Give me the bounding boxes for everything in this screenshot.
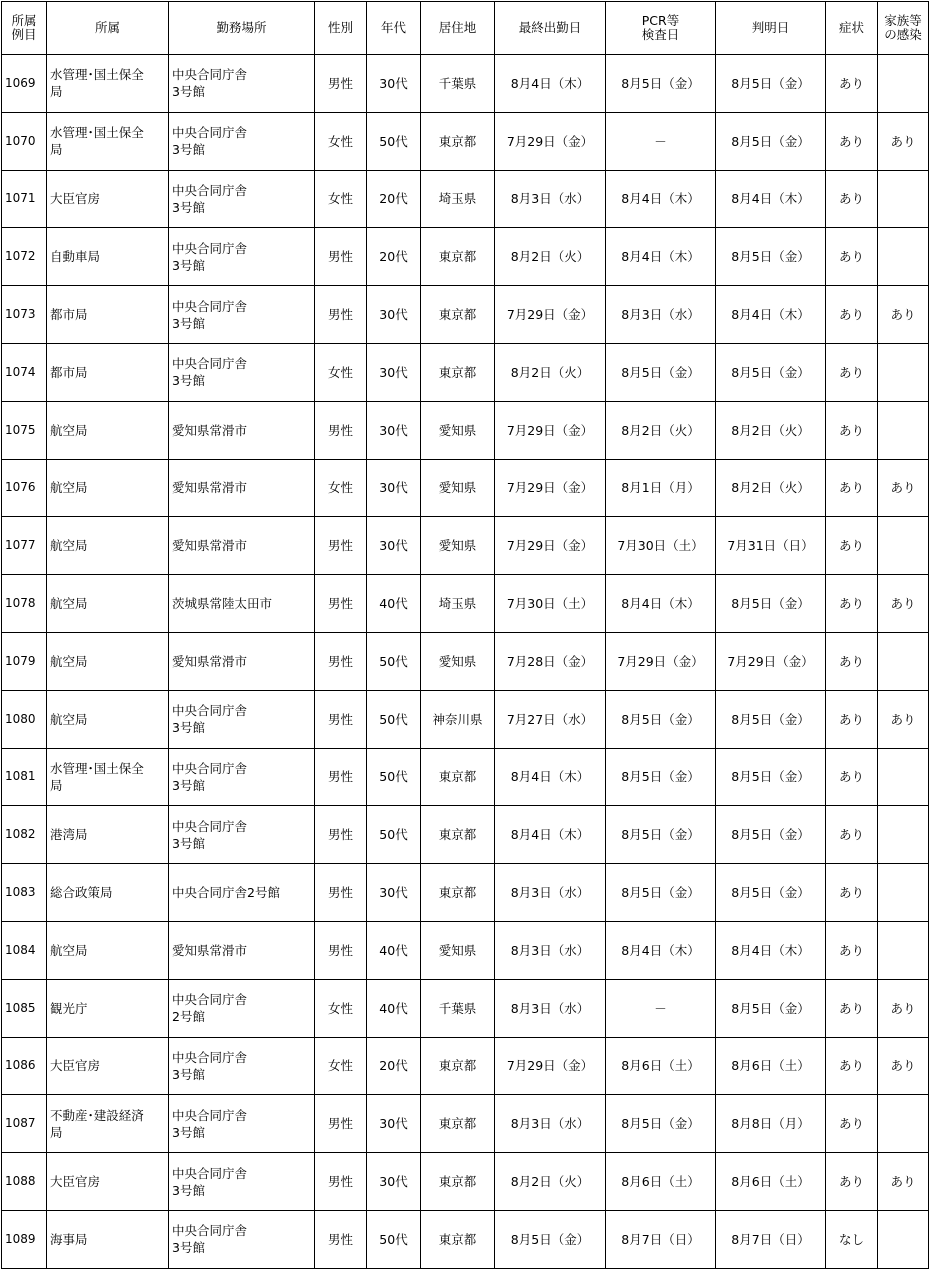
family-infection-cell [878,517,929,575]
confirmed-date-cell: 8月4日（木） [716,921,826,979]
table-row [2,1037,929,1095]
symptoms-cell: あり [826,921,878,979]
department-cell: 航空局 [47,517,169,575]
table-row [2,575,929,633]
residence-cell: 東京都 [421,1095,495,1153]
department-cell: 大臣官房 [47,1037,169,1095]
symptoms-cell: なし [826,1210,878,1268]
header-case-id: 所属 例目 [2,2,47,55]
case-id-cell: 1083 [2,864,47,922]
table-row [2,517,929,575]
confirmed-date-cell: 8月5日（金） [716,690,826,748]
department-cell: 航空局 [47,401,169,459]
age-cell: 50代 [367,632,421,690]
case-id-cell: 1073 [2,286,47,344]
symptoms-cell: あり [826,459,878,517]
age-cell: 40代 [367,575,421,633]
pcr-test-date-cell: 8月6日（土） [606,1037,716,1095]
workplace-cell: 中央合同庁舎 3号館 [169,1095,315,1153]
cases-table [1,1,929,1269]
workplace-cell: 中央合同庁舎 3号館 [169,286,315,344]
family-infection-cell [878,806,929,864]
confirmed-date-cell: 8月5日（金） [716,864,826,922]
workplace-cell: 茨城県常陸太田市 [169,575,315,633]
residence-cell: 東京都 [421,286,495,344]
case-id-cell: 1071 [2,170,47,228]
department-cell: 観光庁 [47,979,169,1037]
header-age: 年代 [367,2,421,55]
symptoms-cell: あり [826,1153,878,1211]
table-row [2,112,929,170]
department-cell: 水管理･国土保全 局 [47,112,169,170]
header-residence: 居住地 [421,2,495,55]
department-cell: 港湾局 [47,806,169,864]
symptoms-cell: あり [826,806,878,864]
residence-cell: 東京都 [421,806,495,864]
confirmed-date-cell: 8月6日（土） [716,1037,826,1095]
last-work-day-cell: 8月2日（火） [495,1153,606,1211]
symptoms-cell: あり [826,979,878,1037]
department-cell: 都市局 [47,286,169,344]
pcr-test-date-cell: 8月3日（水） [606,286,716,344]
symptoms-cell: あり [826,632,878,690]
table-row [2,459,929,517]
department-cell: 航空局 [47,921,169,979]
confirmed-date-cell: 8月5日（金） [716,979,826,1037]
case-id-cell: 1079 [2,632,47,690]
case-id-cell: 1078 [2,575,47,633]
symptoms-cell: あり [826,55,878,113]
pcr-test-date-cell: 8月5日（金） [606,55,716,113]
symptoms-cell: あり [826,864,878,922]
symptoms-cell: あり [826,690,878,748]
family-infection-cell [878,1210,929,1268]
pcr-test-date-cell: 7月30日（土） [606,517,716,575]
workplace-cell: 中央合同庁舎 3号館 [169,748,315,806]
family-infection-cell [878,343,929,401]
family-infection-cell: あり [878,690,929,748]
department-cell: 大臣官房 [47,170,169,228]
sex-cell: 女性 [315,459,367,517]
last-work-day-cell: 7月30日（土） [495,575,606,633]
sex-cell: 男性 [315,632,367,690]
pcr-test-date-cell: 8月5日（金） [606,864,716,922]
table-row [2,979,929,1037]
table-row [2,55,929,113]
confirmed-date-cell: 8月8日（月） [716,1095,826,1153]
age-cell: 20代 [367,170,421,228]
case-id-cell: 1085 [2,979,47,1037]
family-infection-cell: あり [878,112,929,170]
workplace-cell: 愛知県常滑市 [169,517,315,575]
sex-cell: 男性 [315,286,367,344]
family-infection-cell [878,632,929,690]
sex-cell: 女性 [315,112,367,170]
sex-cell: 男性 [315,690,367,748]
table-row [2,343,929,401]
table-row [2,401,929,459]
last-work-day-cell: 8月3日（水） [495,170,606,228]
family-infection-cell: あり [878,286,929,344]
age-cell: 30代 [367,1153,421,1211]
residence-cell: 東京都 [421,112,495,170]
workplace-cell: 愛知県常滑市 [169,459,315,517]
case-id-cell: 1089 [2,1210,47,1268]
workplace-cell: 中央合同庁舎2号館 [169,864,315,922]
sex-cell: 男性 [315,575,367,633]
workplace-cell: 中央合同庁舎 3号館 [169,343,315,401]
department-cell: 航空局 [47,575,169,633]
pcr-test-date-cell: 8月2日（火） [606,401,716,459]
last-work-day-cell: 8月3日（水） [495,921,606,979]
family-infection-cell [878,748,929,806]
department-cell: 都市局 [47,343,169,401]
residence-cell: 愛知県 [421,459,495,517]
pcr-test-date-cell: 8月5日（金） [606,1095,716,1153]
sex-cell: 男性 [315,228,367,286]
last-work-day-cell: 7月29日（金） [495,517,606,575]
pcr-test-date-cell: 8月4日（木） [606,575,716,633]
family-infection-cell [878,170,929,228]
sex-cell: 男性 [315,1153,367,1211]
family-infection-cell: あり [878,979,929,1037]
family-infection-cell: あり [878,575,929,633]
residence-cell: 東京都 [421,864,495,922]
symptoms-cell: あり [826,575,878,633]
header-workplace: 勤務場所 [169,2,315,55]
confirmed-date-cell: 8月5日（金） [716,575,826,633]
workplace-cell: 中央合同庁舎 2号館 [169,979,315,1037]
case-id-cell: 1076 [2,459,47,517]
table-row [2,1153,929,1211]
pcr-test-date-cell: 8月4日（木） [606,170,716,228]
table-body [2,55,929,1269]
sex-cell: 男性 [315,748,367,806]
last-work-day-cell: 7月29日（金） [495,401,606,459]
confirmed-date-cell: 8月5日（金） [716,228,826,286]
sex-cell: 男性 [315,921,367,979]
family-infection-cell: あり [878,459,929,517]
last-work-day-cell: 8月4日（木） [495,748,606,806]
last-work-day-cell: 8月5日（金） [495,1210,606,1268]
sex-cell: 女性 [315,343,367,401]
family-infection-cell [878,864,929,922]
confirmed-date-cell: 8月5日（金） [716,806,826,864]
family-infection-cell: あり [878,1153,929,1211]
residence-cell: 東京都 [421,1037,495,1095]
department-cell: 水管理･国土保全 局 [47,748,169,806]
table-row [2,690,929,748]
symptoms-cell: あり [826,343,878,401]
department-cell: 不動産･建設経済 局 [47,1095,169,1153]
table-row [2,748,929,806]
department-cell: 総合政策局 [47,864,169,922]
pcr-test-date-cell: 8月6日（土） [606,1153,716,1211]
residence-cell: 東京都 [421,343,495,401]
age-cell: 30代 [367,286,421,344]
case-id-cell: 1077 [2,517,47,575]
case-id-cell: 1074 [2,343,47,401]
residence-cell: 埼玉県 [421,170,495,228]
sex-cell: 男性 [315,1210,367,1268]
symptoms-cell: あり [826,517,878,575]
workplace-cell: 中央合同庁舎 3号館 [169,170,315,228]
confirmed-date-cell: 8月5日（金） [716,55,826,113]
residence-cell: 東京都 [421,1153,495,1211]
header-row [2,2,929,55]
confirmed-date-cell: 8月2日（火） [716,459,826,517]
pcr-test-date-cell: 8月5日（金） [606,690,716,748]
last-work-day-cell: 7月29日（金） [495,1037,606,1095]
workplace-cell: 中央合同庁舎 3号館 [169,806,315,864]
workplace-cell: 中央合同庁舎 3号館 [169,690,315,748]
department-cell: 航空局 [47,632,169,690]
pcr-test-date-cell: 7月29日（金） [606,632,716,690]
residence-cell: 愛知県 [421,921,495,979]
last-work-day-cell: 8月3日（水） [495,1095,606,1153]
last-work-day-cell: 8月2日（火） [495,343,606,401]
pcr-test-date-cell: 8月5日（金） [606,748,716,806]
last-work-day-cell: 7月29日（金） [495,286,606,344]
case-id-cell: 1070 [2,112,47,170]
pcr-test-date-cell: 8月4日（木） [606,228,716,286]
age-cell: 30代 [367,459,421,517]
case-id-cell: 1080 [2,690,47,748]
workplace-cell: 中央合同庁舎 3号館 [169,1210,315,1268]
age-cell: 30代 [367,1095,421,1153]
confirmed-date-cell: 8月5日（金） [716,343,826,401]
pcr-test-date-cell: 8月4日（木） [606,921,716,979]
table-row [2,921,929,979]
pcr-test-date-cell: － [606,112,716,170]
workplace-cell: 中央合同庁舎 3号館 [169,1153,315,1211]
sex-cell: 男性 [315,55,367,113]
sex-cell: 女性 [315,979,367,1037]
age-cell: 50代 [367,112,421,170]
age-cell: 20代 [367,228,421,286]
last-work-day-cell: 7月28日（金） [495,632,606,690]
age-cell: 30代 [367,864,421,922]
pcr-test-date-cell: 8月1日（月） [606,459,716,517]
symptoms-cell: あり [826,401,878,459]
case-id-cell: 1086 [2,1037,47,1095]
confirmed-date-cell: 8月5日（金） [716,748,826,806]
table-row [2,1210,929,1268]
pcr-test-date-cell: 8月5日（金） [606,343,716,401]
last-work-day-cell: 8月3日（水） [495,979,606,1037]
header-confirmed-date: 判明日 [716,2,826,55]
department-cell: 水管理･国土保全 局 [47,55,169,113]
confirmed-date-cell: 8月5日（金） [716,112,826,170]
sex-cell: 男性 [315,806,367,864]
symptoms-cell: あり [826,170,878,228]
age-cell: 50代 [367,690,421,748]
residence-cell: 神奈川県 [421,690,495,748]
department-cell: 自動車局 [47,228,169,286]
residence-cell: 東京都 [421,748,495,806]
age-cell: 50代 [367,748,421,806]
case-id-cell: 1087 [2,1095,47,1153]
sex-cell: 男性 [315,864,367,922]
symptoms-cell: あり [826,1095,878,1153]
age-cell: 50代 [367,806,421,864]
table-row [2,228,929,286]
residence-cell: 千葉県 [421,55,495,113]
confirmed-date-cell: 7月29日（金） [716,632,826,690]
last-work-day-cell: 7月27日（水） [495,690,606,748]
sex-cell: 男性 [315,517,367,575]
header-family-infection: 家族等 の感染 [878,2,929,55]
residence-cell: 愛知県 [421,632,495,690]
family-infection-cell [878,228,929,286]
case-id-cell: 1082 [2,806,47,864]
family-infection-cell [878,1095,929,1153]
family-infection-cell [878,921,929,979]
age-cell: 30代 [367,55,421,113]
age-cell: 40代 [367,921,421,979]
confirmed-date-cell: 8月2日（火） [716,401,826,459]
department-cell: 海事局 [47,1210,169,1268]
age-cell: 30代 [367,343,421,401]
last-work-day-cell: 8月4日（木） [495,55,606,113]
symptoms-cell: あり [826,112,878,170]
department-cell: 航空局 [47,690,169,748]
family-infection-cell [878,401,929,459]
workplace-cell: 中央合同庁舎 3号館 [169,55,315,113]
table-row [2,632,929,690]
symptoms-cell: あり [826,748,878,806]
last-work-day-cell: 7月29日（金） [495,459,606,517]
residence-cell: 東京都 [421,228,495,286]
age-cell: 30代 [367,517,421,575]
workplace-cell: 中央合同庁舎 3号館 [169,112,315,170]
case-id-cell: 1069 [2,55,47,113]
confirmed-date-cell: 7月31日（日） [716,517,826,575]
table-row [2,864,929,922]
confirmed-date-cell: 8月6日（土） [716,1153,826,1211]
workplace-cell: 愛知県常滑市 [169,921,315,979]
case-id-cell: 1088 [2,1153,47,1211]
case-id-cell: 1084 [2,921,47,979]
header-sex: 性別 [315,2,367,55]
workplace-cell: 中央合同庁舎 3号館 [169,228,315,286]
table-row [2,170,929,228]
age-cell: 40代 [367,979,421,1037]
header-symptoms: 症状 [826,2,878,55]
workplace-cell: 愛知県常滑市 [169,632,315,690]
symptoms-cell: あり [826,228,878,286]
header-last-work-day: 最終出勤日 [495,2,606,55]
case-id-cell: 1081 [2,748,47,806]
residence-cell: 愛知県 [421,401,495,459]
age-cell: 30代 [367,401,421,459]
confirmed-date-cell: 8月4日（木） [716,286,826,344]
header-pcr-test-date: PCR等 検査日 [606,2,716,55]
residence-cell: 千葉県 [421,979,495,1037]
symptoms-cell: あり [826,1037,878,1095]
residence-cell: 愛知県 [421,517,495,575]
header-department: 所属 [47,2,169,55]
last-work-day-cell: 8月3日（水） [495,864,606,922]
pcr-test-date-cell: 8月7日（日） [606,1210,716,1268]
table-row [2,286,929,344]
workplace-cell: 中央合同庁舎 3号館 [169,1037,315,1095]
last-work-day-cell: 7月29日（金） [495,112,606,170]
residence-cell: 埼玉県 [421,575,495,633]
age-cell: 20代 [367,1037,421,1095]
pcr-test-date-cell: － [606,979,716,1037]
pcr-test-date-cell: 8月5日（金） [606,806,716,864]
case-id-cell: 1075 [2,401,47,459]
sex-cell: 男性 [315,401,367,459]
case-id-cell: 1072 [2,228,47,286]
last-work-day-cell: 8月4日（木） [495,806,606,864]
residence-cell: 東京都 [421,1210,495,1268]
workplace-cell: 愛知県常滑市 [169,401,315,459]
department-cell: 大臣官房 [47,1153,169,1211]
table-row [2,1095,929,1153]
department-cell: 航空局 [47,459,169,517]
age-cell: 50代 [367,1210,421,1268]
last-work-day-cell: 8月2日（火） [495,228,606,286]
family-infection-cell [878,55,929,113]
sex-cell: 女性 [315,1037,367,1095]
confirmed-date-cell: 8月4日（木） [716,170,826,228]
symptoms-cell: あり [826,286,878,344]
sex-cell: 女性 [315,170,367,228]
confirmed-date-cell: 8月7日（日） [716,1210,826,1268]
sex-cell: 男性 [315,1095,367,1153]
family-infection-cell: あり [878,1037,929,1095]
table-row [2,806,929,864]
